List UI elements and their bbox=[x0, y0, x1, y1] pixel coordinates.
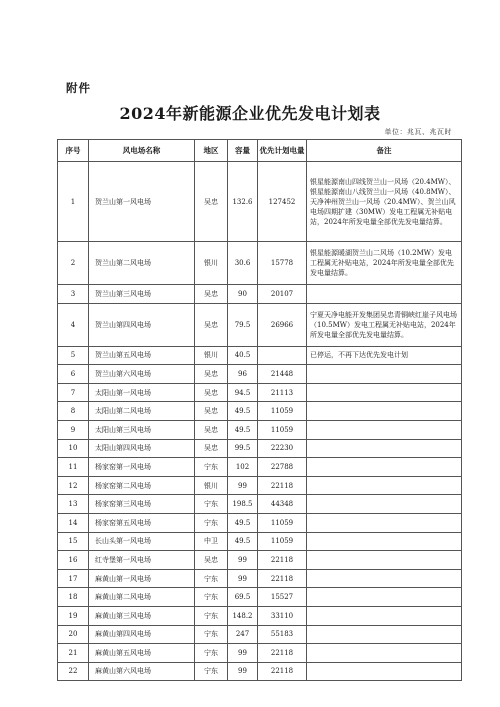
cell-no: 8 bbox=[58, 402, 89, 421]
header-cell-region: 地区 bbox=[195, 140, 228, 162]
cell-capacity: 49.5 bbox=[228, 532, 258, 551]
cell-energy: 127452 bbox=[258, 162, 307, 242]
table-row bbox=[58, 439, 462, 458]
cell-no: 3 bbox=[58, 285, 89, 304]
cell-name: 贺兰山第五风电场 bbox=[89, 346, 195, 365]
cell-no: 6 bbox=[58, 365, 89, 384]
unit-note: 单位：兆瓦、兆瓦时 bbox=[384, 128, 452, 136]
cell-no: 22 bbox=[58, 662, 89, 681]
cell-no: 21 bbox=[58, 644, 89, 663]
cell-note bbox=[307, 662, 462, 681]
cell-energy: 21448 bbox=[258, 365, 307, 384]
cell-region: 宁东 bbox=[195, 625, 228, 644]
cell-capacity: 99.5 bbox=[228, 439, 258, 458]
cell-name: 麻黄山第一风电场 bbox=[89, 569, 195, 588]
cell-name: 杨家窑第二风电场 bbox=[89, 476, 195, 495]
cell-note bbox=[307, 495, 462, 514]
table-row bbox=[58, 513, 462, 532]
table-row bbox=[58, 303, 462, 346]
table-row bbox=[58, 495, 462, 514]
cell-name: 长山头第一风电场 bbox=[89, 532, 195, 551]
table-row bbox=[58, 569, 462, 588]
cell-region: 吴忠 bbox=[195, 439, 228, 458]
cell-name: 麻黄山第五风电场 bbox=[89, 644, 195, 663]
table-row bbox=[58, 285, 462, 304]
cell-note bbox=[307, 402, 462, 421]
cell-note bbox=[307, 551, 462, 570]
table-row bbox=[58, 532, 462, 551]
cell-energy: 21113 bbox=[258, 383, 307, 402]
table-row bbox=[58, 402, 462, 421]
cell-note bbox=[307, 476, 462, 495]
cell-note bbox=[307, 285, 462, 304]
cell-energy: 26966 bbox=[258, 303, 307, 346]
cell-note: 宁夏天净电能开发集团吴忠青铜峡红崖子风电场（10.5MW）发电工程属无补贴电站，2024年所发电量全部优先发电量结算。 bbox=[307, 303, 462, 346]
cell-region: 宁东 bbox=[195, 662, 228, 681]
cell-region: 吴忠 bbox=[195, 383, 228, 402]
table-row bbox=[58, 162, 462, 242]
cell-name: 贺兰山第六风电场 bbox=[89, 365, 195, 384]
cell-capacity: 69.5 bbox=[228, 588, 258, 607]
cell-energy: 11059 bbox=[258, 420, 307, 439]
cell-no: 10 bbox=[58, 439, 89, 458]
cell-energy: 15778 bbox=[258, 242, 307, 285]
cell-energy: 22230 bbox=[258, 439, 307, 458]
cell-region: 宁东 bbox=[195, 458, 228, 477]
table-row bbox=[58, 644, 462, 663]
cell-note bbox=[307, 644, 462, 663]
cell-region: 银川 bbox=[195, 476, 228, 495]
table-row bbox=[58, 346, 462, 365]
cell-name: 红寺堡第一风电场 bbox=[89, 551, 195, 570]
table-row bbox=[58, 383, 462, 402]
cell-capacity: 90 bbox=[228, 285, 258, 304]
cell-region: 宁东 bbox=[195, 513, 228, 532]
cell-energy: 15527 bbox=[258, 588, 307, 607]
cell-capacity: 99 bbox=[228, 551, 258, 570]
cell-capacity: 94.5 bbox=[228, 383, 258, 402]
cell-note bbox=[307, 625, 462, 644]
cell-capacity: 99 bbox=[228, 662, 258, 681]
cell-name: 麻黄山第二风电场 bbox=[89, 588, 195, 607]
cell-name: 杨家窑第五风电场 bbox=[89, 513, 195, 532]
cell-region: 吴忠 bbox=[195, 285, 228, 304]
table-header-row bbox=[58, 140, 462, 162]
cell-capacity: 79.5 bbox=[228, 303, 258, 346]
cell-name: 杨家窑第三风电场 bbox=[89, 495, 195, 514]
cell-capacity: 96 bbox=[228, 365, 258, 384]
cell-capacity: 198.5 bbox=[228, 495, 258, 514]
cell-capacity: 99 bbox=[228, 569, 258, 588]
table-row bbox=[58, 588, 462, 607]
cell-name: 贺兰山第三风电场 bbox=[89, 285, 195, 304]
cell-no: 4 bbox=[58, 303, 89, 346]
priority-plan-table bbox=[57, 139, 462, 681]
cell-note bbox=[307, 569, 462, 588]
cell-note bbox=[307, 532, 462, 551]
cell-region: 吴忠 bbox=[195, 551, 228, 570]
cell-no: 5 bbox=[58, 346, 89, 365]
cell-region: 宁东 bbox=[195, 569, 228, 588]
page-title: 2024年新能源企业优先发电计划表 bbox=[119, 104, 381, 123]
cell-note bbox=[307, 588, 462, 607]
cell-no: 14 bbox=[58, 513, 89, 532]
cell-no: 7 bbox=[58, 383, 89, 402]
table-row bbox=[58, 662, 462, 681]
cell-capacity: 99 bbox=[228, 476, 258, 495]
cell-note: 已停运，不再下达优先发电计划 bbox=[307, 346, 462, 365]
header-cell-no: 序号 bbox=[58, 140, 89, 162]
header-cell-name: 风电场名称 bbox=[89, 140, 195, 162]
cell-capacity: 49.5 bbox=[228, 420, 258, 439]
cell-note: 银星能源暖湖贺兰山二风场（10.2MW）发电工程属无补贴电站，2024年所发电量全部优先发电量结算。 bbox=[307, 242, 462, 285]
cell-name: 贺兰山第四风电场 bbox=[89, 303, 195, 346]
cell-energy: 22118 bbox=[258, 551, 307, 570]
cell-capacity: 49.5 bbox=[228, 402, 258, 421]
cell-region: 宁东 bbox=[195, 588, 228, 607]
cell-capacity: 132.6 bbox=[228, 162, 258, 242]
header-cell-capacity: 容量 bbox=[228, 140, 258, 162]
cell-note bbox=[307, 606, 462, 625]
cell-capacity: 148.2 bbox=[228, 606, 258, 625]
cell-note bbox=[307, 420, 462, 439]
cell-name: 贺兰山第二风电场 bbox=[89, 242, 195, 285]
cell-no: 19 bbox=[58, 606, 89, 625]
cell-note bbox=[307, 513, 462, 532]
cell-name: 太阳山第一风电场 bbox=[89, 383, 195, 402]
cell-name: 贺兰山第一风电场 bbox=[89, 162, 195, 242]
table-row bbox=[58, 242, 462, 285]
cell-energy: 20107 bbox=[258, 285, 307, 304]
cell-name: 杨家窑第一风电场 bbox=[89, 458, 195, 477]
cell-no: 16 bbox=[58, 551, 89, 570]
cell-no: 20 bbox=[58, 625, 89, 644]
cell-capacity: 30.6 bbox=[228, 242, 258, 285]
cell-no: 17 bbox=[58, 569, 89, 588]
cell-energy: 22118 bbox=[258, 662, 307, 681]
table-row bbox=[58, 458, 462, 477]
cell-region: 吴忠 bbox=[195, 402, 228, 421]
table-row bbox=[58, 420, 462, 439]
cell-energy: 33110 bbox=[258, 606, 307, 625]
cell-region: 宁东 bbox=[195, 606, 228, 625]
cell-region: 吴忠 bbox=[195, 420, 228, 439]
cell-energy: 55183 bbox=[258, 625, 307, 644]
cell-note: 银星能源南山四线贺兰山一风场（20.4MW）、银星能源南山八线贺兰山一风场（40.8MW）、天净神州贺兰山一风场（20.4MW）、贺兰山风电场四期扩建（30MW）发电工程属无补贴电站，2024年所发电量全部优先发电量结算。 bbox=[307, 162, 462, 242]
cell-capacity: 40.5 bbox=[228, 346, 258, 365]
cell-no: 9 bbox=[58, 420, 89, 439]
cell-name: 太阳山第四风电场 bbox=[89, 439, 195, 458]
cell-energy: 11059 bbox=[258, 402, 307, 421]
cell-energy: 22118 bbox=[258, 569, 307, 588]
cell-energy: 22788 bbox=[258, 458, 307, 477]
cell-energy: 11059 bbox=[258, 532, 307, 551]
cell-no: 11 bbox=[58, 458, 89, 477]
cell-name: 麻黄山第四风电场 bbox=[89, 625, 195, 644]
table-body bbox=[58, 162, 462, 681]
cell-region: 银川 bbox=[195, 346, 228, 365]
cell-region: 吴忠 bbox=[195, 303, 228, 346]
cell-name: 麻黄山第三风电场 bbox=[89, 606, 195, 625]
cell-capacity: 99 bbox=[228, 644, 258, 663]
cell-capacity: 102 bbox=[228, 458, 258, 477]
cell-no: 15 bbox=[58, 532, 89, 551]
cell-no: 13 bbox=[58, 495, 89, 514]
cell-region: 宁东 bbox=[195, 495, 228, 514]
cell-energy bbox=[258, 346, 307, 365]
cell-capacity: 247 bbox=[228, 625, 258, 644]
cell-energy: 22118 bbox=[258, 476, 307, 495]
cell-no: 12 bbox=[58, 476, 89, 495]
table-row bbox=[58, 476, 462, 495]
cell-note bbox=[307, 439, 462, 458]
cell-no: 18 bbox=[58, 588, 89, 607]
cell-name: 太阳山第二风电场 bbox=[89, 402, 195, 421]
cell-region: 吴忠 bbox=[195, 162, 228, 242]
cell-note bbox=[307, 383, 462, 402]
table-row bbox=[58, 606, 462, 625]
cell-name: 太阳山第三风电场 bbox=[89, 420, 195, 439]
cell-region: 吴忠 bbox=[195, 365, 228, 384]
cell-region: 宁东 bbox=[195, 644, 228, 663]
header-cell-energy: 优先计划电量 bbox=[258, 140, 307, 162]
cell-region: 银川 bbox=[195, 242, 228, 285]
table-row bbox=[58, 625, 462, 644]
cell-note bbox=[307, 458, 462, 477]
cell-note bbox=[307, 365, 462, 384]
table-row bbox=[58, 551, 462, 570]
cell-energy: 22118 bbox=[258, 644, 307, 663]
table-row bbox=[58, 365, 462, 384]
cell-no: 1 bbox=[58, 162, 89, 242]
cell-region: 中卫 bbox=[195, 532, 228, 551]
cell-energy: 11059 bbox=[258, 513, 307, 532]
attachment-label: 附件 bbox=[66, 81, 91, 95]
cell-energy: 44348 bbox=[258, 495, 307, 514]
cell-capacity: 49.5 bbox=[228, 513, 258, 532]
header-cell-note: 备注 bbox=[307, 140, 462, 162]
cell-name: 麻黄山第六风电场 bbox=[89, 662, 195, 681]
cell-no: 2 bbox=[58, 242, 89, 285]
